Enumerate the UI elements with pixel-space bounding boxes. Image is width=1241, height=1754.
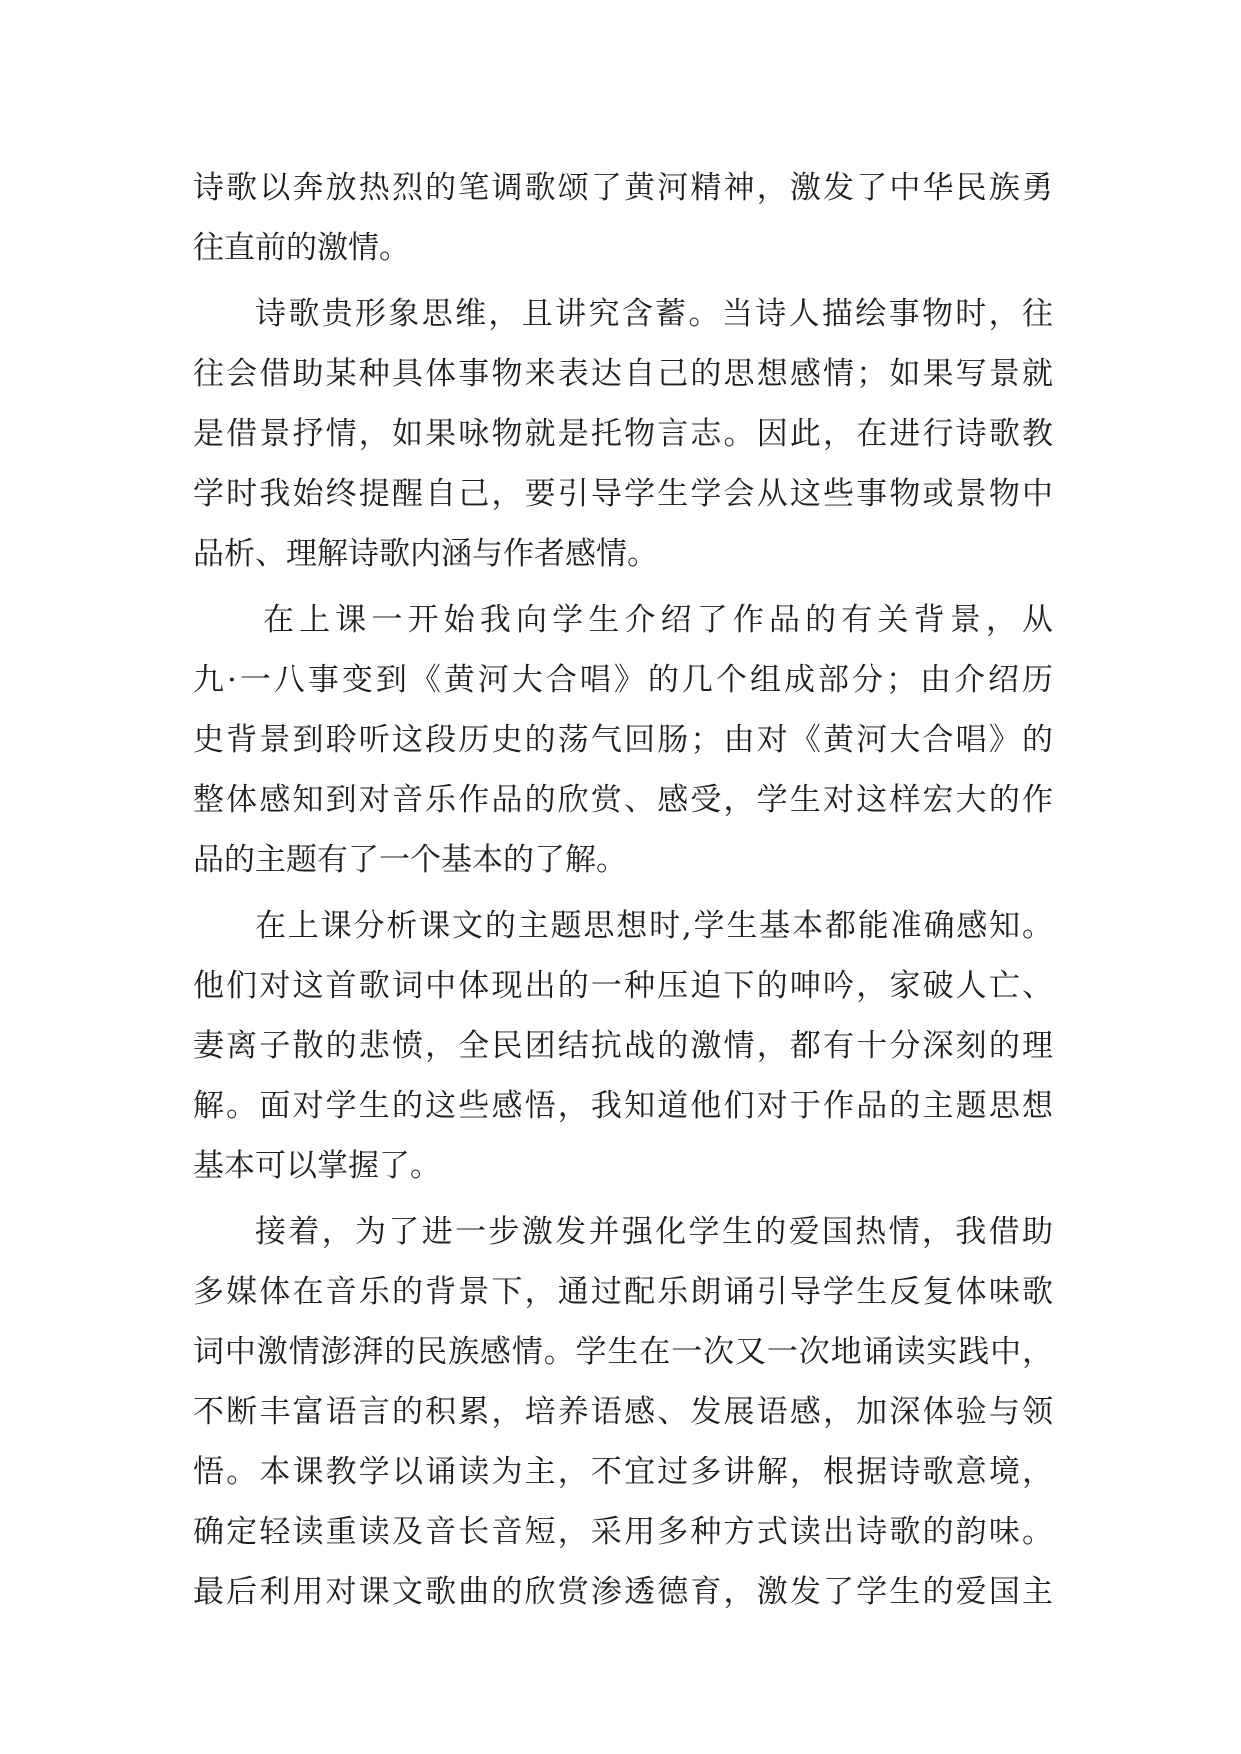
paragraph (193, 284, 1053, 584)
text-line: 是借景抒情，如果咏物就是托物言志。因此，在进行诗歌教 (193, 416, 1053, 452)
text-line: 九·一八事变到《黄河大合唱》的几个组成部分；由介绍历 (193, 662, 1053, 698)
text-line: 史背景到聆听这段历史的荡气回肠；由对《黄河大合唱》的 (193, 722, 1053, 758)
text-line: 确定轻读重读及音长音短，采用多种方式读出诗歌的韵味。 (193, 1514, 1053, 1550)
text-line: 词中激情澎湃的民族感情。学生在一次又一次地诵读实践中， (193, 1334, 1053, 1370)
text-line: 解。面对学生的这些感悟，我知道他们对于作品的主题思想 (193, 1088, 1053, 1124)
text-line: 不断丰富语言的积累，培养语感、发展语感，加深体验与领 (193, 1394, 1053, 1430)
text-line: 在上课一开始我向学生介绍了作品的有关背景，从 (263, 602, 1053, 638)
text-line: 诗歌贵形象思维，且讲究含蓄。当诗人描绘事物时，往 (255, 296, 1053, 332)
text-line: 往直前的激情。 (193, 230, 410, 266)
text-line: 他们对这首歌词中体现出的一种压迫下的呻吟，家破人亡、 (193, 968, 1053, 1004)
text-line: 接着，为了进一步激发并强化学生的爱国热情，我借助 (255, 1214, 1053, 1250)
text-line: 最后利用对课文歌曲的欣赏渗透德育，激发了学生的爱国主 (193, 1574, 1053, 1610)
paragraph (193, 1202, 1053, 1622)
document-body (193, 158, 1053, 1622)
text-line: 悟。本课教学以诵读为主，不宜过多讲解，根据诗歌意境， (193, 1454, 1053, 1490)
text-line: 整体感知到对音乐作品的欣赏、感受，学生对这样宏大的作 (193, 782, 1053, 818)
text-line: 品析、理解诗歌内涵与作者感情。 (193, 536, 658, 572)
paragraph (193, 590, 1053, 890)
text-line: 往会借助某种具体事物来表达自己的思想感情；如果写景就 (193, 356, 1053, 392)
paragraph (193, 158, 1053, 278)
text-line: 诗歌以奔放热烈的笔调歌颂了黄河精神，激发了中华民族勇 (193, 170, 1053, 206)
text-line: 多媒体在音乐的背景下，通过配乐朗诵引导学生反复体味歌 (193, 1274, 1053, 1310)
paragraph (193, 896, 1053, 1196)
text-line: 基本可以掌握了。 (193, 1148, 441, 1184)
text-line: 在上课分析课文的主题思想时,学生基本都能准确感知。 (255, 908, 1053, 944)
text-line: 妻离子散的悲愤，全民团结抗战的激情，都有十分深刻的理 (193, 1028, 1053, 1064)
text-line: 品的主题有了一个基本的了解。 (193, 842, 627, 878)
text-line: 学时我始终提醒自己，要引导学生学会从这些事物或景物中 (193, 476, 1053, 512)
